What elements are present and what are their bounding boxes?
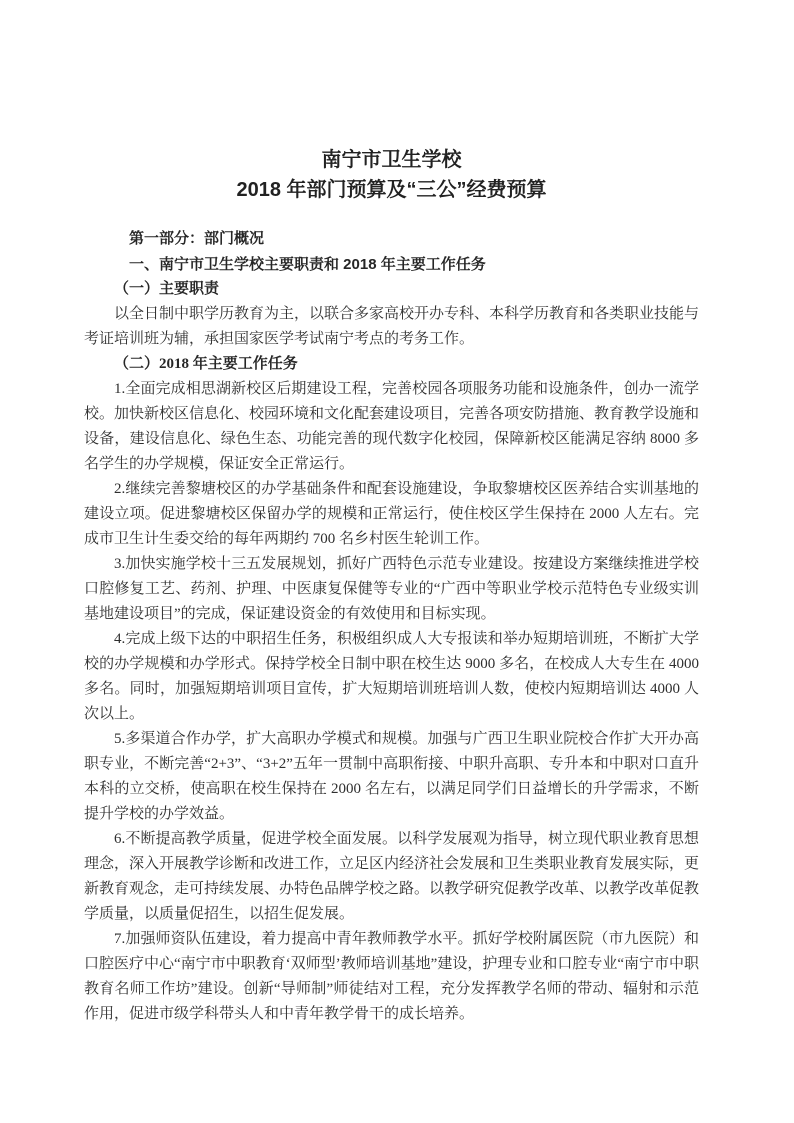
section1-heading: 一、南宁市卫生学校主要职责和 2018 年主要工作任务 xyxy=(129,256,486,273)
task-paragraph-1: 1.全面完成相思湖新校区后期建设工程，完善校园各项服务功能和设施条件，创办一流学校。加快新校区信息化、校园环境和文化配套建设项目，完善各项安防措施、教育教学设施和设备，建设信息化、绿色生态、功能完善的现代数字化校园，保障新校区能满足容纳 8000 多名学生的办学规模，保证安全正常运行。 xyxy=(84,381,700,472)
paragraph-main-duties: 以全日制中职学历教育为主，以联合多家高校开办专科、本科学历教育和各类职业技能与考证培训班为辅，承担国家医学考试南宁考点的考务工作。 xyxy=(84,306,700,347)
task-paragraph-6: 6.不断提高教学质量，促进学校全面发展。以科学发展观为指导，树立现代职业教育思想理念，深入开展教学诊断和改进工作，立足区内经济社会发展和卫生类职业教育发展实际，更新教育观念，走可持续发展、办特色品牌学校之路。以教学研究促教学改革、以教学改革促教学质量，以质量促招生，以招生促发展。 xyxy=(84,831,700,922)
task-paragraph-3: 3.加快实施学校十三五发展规划，抓好广西特色示范专业建设。按建设方案继续推进学校口腔修复工艺、药剂、护理、中医康复保健等专业的“广西中等职业学校示范特色专业级实训基地建设项目”的完成，保证建设资金的有效使用和目标实现。 xyxy=(84,556,699,622)
sub-heading-main-duties: （一）主要职责 xyxy=(114,281,220,297)
task-paragraph-4: 4.完成上级下达的中职招生任务，积极组织成人大专报读和举办短期培训班，不断扩大学校的办学规模和办学形式。保持学校全日制中职在校生达 9000 多名，在校成人大专生在 4000 多名。同时，加强短期培训项目宣传，扩大短期培训班培训人数，使校内短期培训达 4000 人次以上。 xyxy=(84,631,699,722)
part1-heading: 第一部分：部门概况 xyxy=(129,231,265,247)
title-line-1: 南宁市卫生学校 xyxy=(321,149,462,171)
sub-heading-2018-tasks: （二）2018 年主要工作任务 xyxy=(114,356,298,372)
document-title xyxy=(84,145,699,205)
task-paragraph-7: 7.加强师资队伍建设，着力提高中青年教师教学水平。抓好学校附属医院（市九医院）和口腔医疗中心“南宁市中职教育‘双师型’教师培训基地”建设，护理专业和口腔专业“南宁市中职教育名师工作坊”建设。创新“导师制”师徒结对工程，充分发挥教学名师的带动、辐射和示范作用，促进市级学科带头人和中青年教学骨干的成长培养。 xyxy=(84,931,699,1022)
task-paragraph-5: 5.多渠道合作办学，扩大高职办学模式和规模。加强与广西卫生职业院校合作扩大开办高职专业，不断完善“2+3”、“3+2”五年一贯制中高职衔接、中职升高职、专升本和中职对口直升本科的立交桥，使高职在校生保持在 2000 名左右，以满足同学们日益增长的升学需求，不断提升学校的办学效益。 xyxy=(84,731,699,822)
task-paragraph-2: 2.继续完善黎塘校区的办学基础条件和配套设施建设，争取黎塘校区医养结合实训基地的建设立项。促进黎塘校区保留办学的规模和正常运行，使住校区学生保持在 2000 人左右。完成市卫生计生委交给的每年两期约 700 名乡村医生轮训工作。 xyxy=(84,481,699,547)
title-line-2: 2018 年部门预算及“三公”经费预算 xyxy=(236,179,547,201)
document-body xyxy=(84,227,699,1027)
